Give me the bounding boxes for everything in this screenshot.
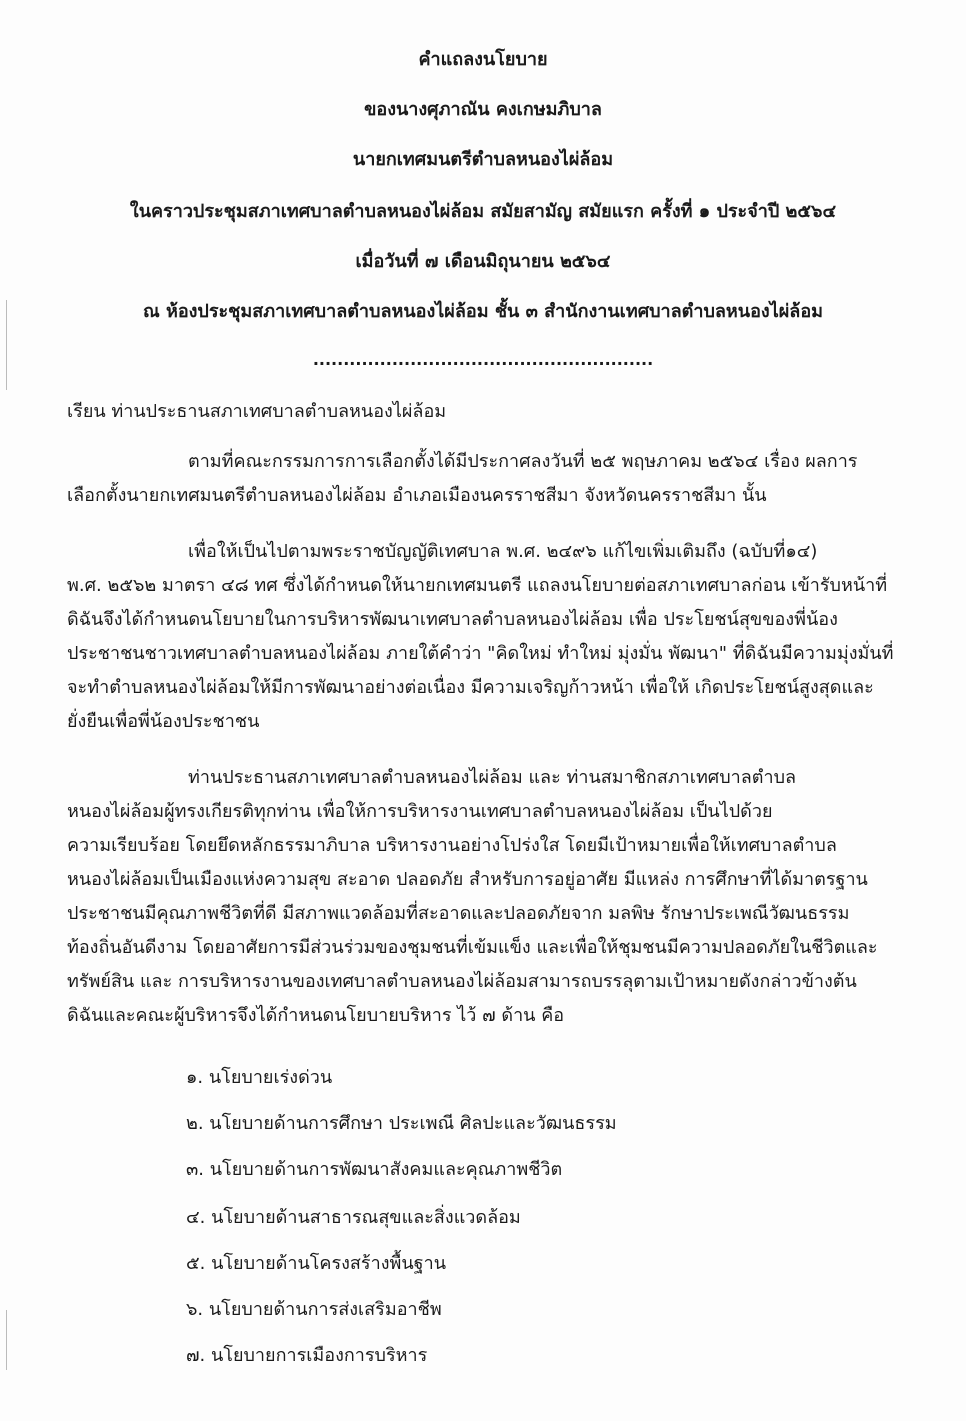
paragraph-line: ท่านประธานสภาเทศบาลตำบลหนองไผ่ล้อม และ ท่านสมาชิกสภาเทศบาลตำบล (188, 767, 797, 788)
doc-title: คำแถลงนโยบาย (418, 49, 548, 70)
meeting-date: เมื่อวันที่ ๗ เดือนมิถุนายน ๒๕๖๔ (355, 251, 611, 272)
speaker-position: นายกเทศมนตรีตำบลหนองไผ่ล้อม (352, 149, 614, 170)
paragraph-line: หนองไผ่ล้อมเป็นเมืองแห่งความสุข สะอาด ปลอดภัย สำหรับการอยู่อาศัย มีแหล่ง การศึกษาที่ได้มาตรฐาน (67, 869, 868, 890)
paragraph-line: ดิฉันจึงได้กำหนดนโยบายในการบริหารพัฒนาเทศบาลตำบลหนองไผ่ล้อม เพื่อ ประโยชน์สุขของพี่น้อง (67, 609, 838, 630)
paragraph-line: ประชาชนชาวเทศบาลตำบลหนองไผ่ล้อม ภายใต้คำว่า "คิดใหม่ ทำใหม่ มุ่งมั่น พัฒนา" ที่ดิฉันมีความมุ่งมั่นที่ (67, 643, 894, 664)
meeting-session: ในคราวประชุมสภาเทศบาลตำบลหนองไผ่ล้อม สมัยสามัญ สมัยแรก ครั้งที่ ๑ ประจำปี ๒๕๖๔ (129, 201, 837, 222)
paragraph-line: จะทำตำบลหนองไผ่ล้อมให้มีการพัฒนาอย่างต่อเนื่อง มีความเจริญก้าวหน้า เพื่อให้ เกิดประโยชน์สูงสุดและ (67, 677, 874, 698)
paragraph-line: ยั่งยืนเพื่อพี่น้องประชาชน (67, 711, 260, 732)
paragraph-line: พ.ศ. ๒๕๖๒ มาตรา ๔๘ ทศ ซึ่งได้กำหนดให้นายกเทศมนตรี แถลงนโยบายต่อสภาเทศบาลก่อน เข้ารับหน้าที่ (67, 575, 888, 596)
policy-item: ๖. นโยบายด้านการส่งเสริมอาชีพ (186, 1299, 442, 1320)
policy-item: ๒. นโยบายด้านการศึกษา ประเพณี ศิลปะและวัฒนธรรม (186, 1113, 617, 1134)
salutation: เรียน ท่านประธานสภาเทศบาลตำบลหนองไผ่ล้อม (67, 401, 447, 422)
paragraph-line: ประชาชนมีคุณภาพชีวิตที่ดี มีสภาพแวดล้อมที่สะอาดและปลอดภัยจาก มลพิษ รักษาประเพณีวัฒนธรรม (67, 903, 850, 924)
paragraph-line: ความเรียบร้อย โดยยึดหลักธรรมาภิบาล บริหารงานอย่างโปร่งใส โดยมีเป้าหมายเพื่อให้เทศบาลตำบล (67, 835, 837, 856)
policy-item: ๗. นโยบายการเมืองการบริหาร (186, 1345, 428, 1366)
policy-item: ๔. นโยบายด้านสาธารณสุขและสิ่งแวดล้อม (186, 1207, 521, 1228)
scan-edge-mark (6, 1310, 7, 1370)
policy-item: ๕. นโยบายด้านโครงสร้างพื้นฐาน (186, 1253, 446, 1274)
paragraph-line: ทรัพย์สิน และ การบริหารงานของเทศบาลตำบลหนองไผ่ล้อมสามารถบรรลุตามเป้าหมายดังกล่าวข้างต้น (67, 971, 857, 992)
policy-item: ๓. นโยบายด้านการพัฒนาสังคมและคุณภาพชีวิต (186, 1159, 563, 1180)
paragraph-line: หนองไผ่ล้อมผู้ทรงเกียรติทุกท่าน เพื่อให้การบริหารงานเทศบาลตำบลหนองไผ่ล้อม เป็นไปด้วย (67, 801, 773, 822)
paragraph-line: ท้องถิ่นอันดีงาม โดยอาศัยการมีส่วนร่วมของชุมชนที่เข้มแข็ง และเพื่อให้ชุมชนมีความปลอดภัยในชีวิตและ (67, 937, 878, 958)
separator: ........................................................ (312, 350, 654, 369)
meeting-location: ณ ห้องประชุมสภาเทศบาลตำบลหนองไผ่ล้อม ชั้น ๓ สำนักงานเทศบาลตำบลหนองไผ่ล้อม (142, 301, 824, 322)
paragraph-line: ตามที่คณะกรรมการการเลือกตั้งได้มีประกาศลงวันที่ ๒๕ พฤษภาคม ๒๕๖๔ เรื่อง ผลการ (188, 451, 858, 472)
policy-item: ๑. นโยบายเร่งด่วน (186, 1067, 333, 1088)
paragraph-line: เลือกตั้งนายกเทศมนตรีตำบลหนองไผ่ล้อม อำเภอเมืองนครราชสีมา จังหวัดนครราชสีมา นั้น (67, 485, 767, 506)
speaker-name: ของนางศุภาณัน คงเกษมภิบาล (364, 99, 602, 120)
paragraph-line: ดิฉันและคณะผู้บริหารจึงได้กำหนดนโยบายบริหาร ไว้ ๗ ด้าน คือ (67, 1005, 565, 1026)
paragraph-line: เพื่อให้เป็นไปตามพระราชบัญญัติเทศบาล พ.ศ. ๒๔๙๖ แก้ไขเพิ่มเติมถึง (ฉบับที่๑๔) (188, 541, 818, 562)
